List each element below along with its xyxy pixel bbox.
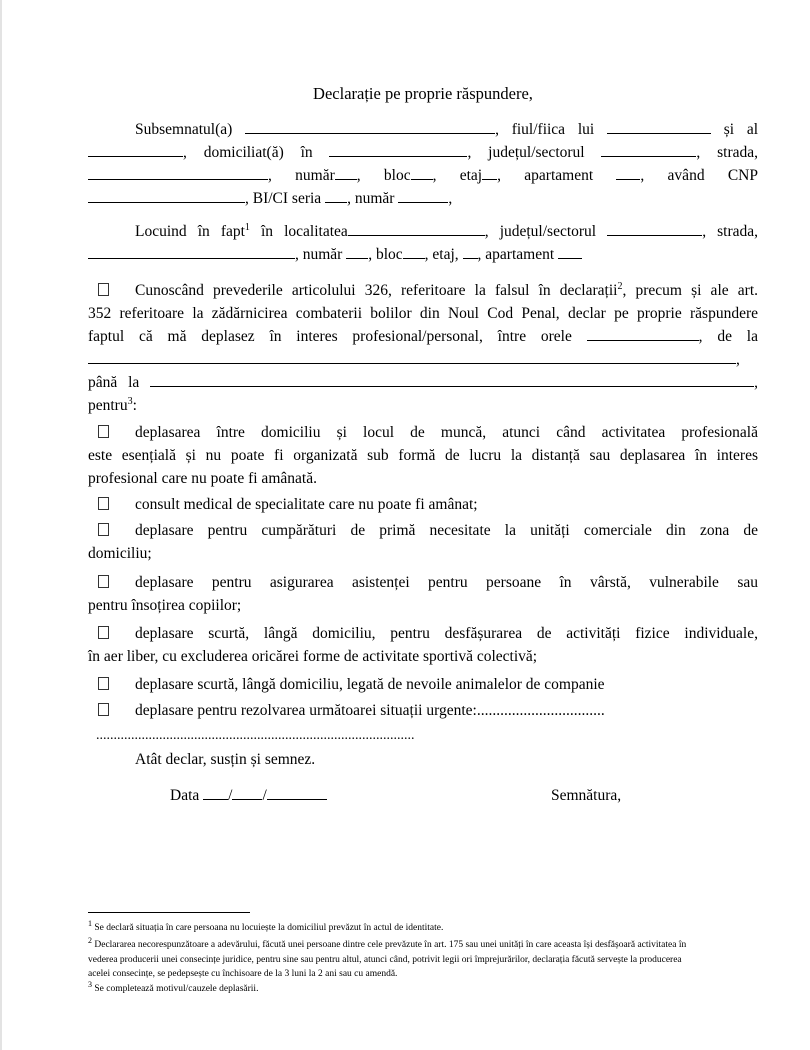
domicile-street-field[interactable] — [88, 166, 268, 180]
option-5-line-2: în aer liber, cu excluderea oricărei forme de activitate sportivă colectivă; — [88, 648, 538, 665]
cnp-field[interactable] — [88, 189, 245, 203]
residence-line-1: Locuind în fapt$^1$ în localitatea , județul/sectorul , strada, — [135, 221, 759, 240]
identity-line-1: Subsemnatul(a) , fiul/fiica lui și al — [135, 121, 759, 138]
residence-street-field[interactable] — [88, 245, 295, 259]
residence-block-field[interactable] — [403, 245, 425, 259]
date-day-field[interactable] — [203, 786, 228, 800]
date-year-field[interactable] — [267, 786, 327, 800]
declaration-line-2: 352 referitoare la zădărnicirea combaterii bolilor din Noul Cod Penal, declar pe proprie răspundere — [88, 305, 758, 322]
identity-line-4: , BI/CI seria , număr , — [88, 189, 758, 209]
hours-field[interactable] — [587, 327, 699, 341]
domicile-floor-field[interactable] — [482, 166, 497, 180]
option-2-line-1: consult medical de specialitate care nu poate fi amânat; — [88, 495, 768, 515]
declaration-line-6: pentru$^3$: — [88, 395, 137, 414]
option-1-checkbox[interactable] — [98, 425, 109, 438]
residence-apartment-field[interactable] — [558, 245, 582, 259]
page-title: Declarație pe proprie răspundere, — [313, 84, 533, 103]
option-6-line-1: deplasare scurtă, lângă domiciliu, legată de nevoile animalelor de companie — [88, 675, 768, 695]
footnote-1: $^1$ Se declară situația în care persoana nu locuiește la domiciliul prevăzut în actul de identitate. — [88, 918, 444, 933]
option-4-line-2: pentru însoțirea copiilor; — [88, 597, 242, 614]
urgent-situation-dotted-field[interactable]: ........................................................................................... — [96, 728, 415, 743]
name-field[interactable] — [245, 120, 495, 134]
residence-locality-field[interactable] — [348, 222, 485, 236]
option-4-checkbox[interactable] — [98, 575, 109, 588]
option-5-checkbox[interactable] — [98, 626, 109, 639]
signature-label: Semnătura, — [551, 787, 622, 804]
declaration-line-4: , — [88, 350, 758, 370]
option-3-line-2: domiciliu; — [88, 545, 152, 562]
date-month-field[interactable] — [232, 786, 262, 800]
date-line: Data / / — [170, 786, 470, 806]
option-1-line-3: profesional care nu poate fi amânată. — [88, 470, 317, 487]
footnote-3: $^3$ Se completează motivul/cauzele deplasării. — [88, 979, 259, 994]
option-5-line-1: deplasare scurtă, lângă domiciliu, pentru desfășurarea de activități fizice individuale, — [88, 624, 758, 644]
father-name-field[interactable] — [607, 120, 711, 134]
footnote-2-line-2: vederea producerii unei consecințe juridice, pentru sine sau pentru altul, atunci când, potrivit legii ori împrejurărilor, declarația făcută servește la producerea — [88, 955, 682, 965]
domicile-apartment-field[interactable] — [616, 166, 640, 180]
domicile-locality-field[interactable] — [329, 143, 467, 157]
footnote-2-line-1: $^2$ Declararea necorespunzătoare a adevărului, făcută unei persoane dintre cele prevăzute în art. 175 sau unei unități în care aceasta își desfășoară activitatea în — [88, 935, 687, 950]
residence-floor-field[interactable] — [463, 245, 478, 259]
identity-line-2: , domiciliat(ă) în , județul/sectorul , strada, — [88, 143, 758, 163]
residence-line-2: , număr , bloc , etaj, , apartament — [88, 245, 758, 265]
option-2-checkbox[interactable] — [98, 497, 109, 510]
domicile-block-field[interactable] — [411, 166, 433, 180]
option-3-checkbox[interactable] — [98, 523, 109, 536]
declaration-line-1: Cunoscând prevederile articolului 326, referitoare la falsul în declarații$^2$, precum și ale art. — [88, 281, 758, 301]
declaration-line-5: până la , — [88, 374, 758, 391]
id-series-field[interactable] — [325, 189, 347, 203]
option-7-checkbox[interactable] — [98, 703, 109, 716]
option-1-line-1: deplasarea între domiciliu și locul de muncă, atunci când activitatea profesională — [88, 423, 758, 443]
option-7-line-1: deplasare pentru rezolvarea următoarei situații urgente:................................. — [88, 701, 768, 721]
closing-statement: Atât declar, susțin și semnez. — [135, 751, 316, 768]
identity-line-3: , număr , bloc , etaj , apartament , având CNP — [88, 166, 758, 186]
option-1-line-2: este esențială și nu poate fi organizată sub formă de lucru la distanță sau deplasarea în interes — [88, 447, 758, 464]
residence-county-field[interactable] — [607, 222, 702, 236]
option-3-line-1: deplasare pentru cumpărături de primă necesitate la unități comerciale din zona de — [88, 521, 758, 541]
to-location-field[interactable] — [150, 373, 754, 387]
footnote-separator — [88, 912, 250, 913]
from-location-field[interactable] — [88, 350, 736, 364]
id-number-field[interactable] — [398, 189, 448, 203]
domicile-county-field[interactable] — [601, 143, 696, 157]
residence-number-field[interactable] — [346, 245, 368, 259]
declaration-checkbox[interactable] — [98, 283, 109, 296]
footnote-2-line-3: acelei consecințe, se pedepsește cu închisoare de la 3 luni la 2 ani sau cu amendă. — [88, 969, 398, 979]
declaration-line-3: faptul că mă deplasez în interes profesional/personal, între orele , de la — [88, 328, 758, 345]
mother-name-field[interactable] — [88, 143, 183, 157]
option-6-checkbox[interactable] — [98, 677, 109, 690]
domicile-number-field[interactable] — [335, 166, 357, 180]
option-4-line-1: deplasare pentru asigurarea asistenței pentru persoane în vârstă, vulnerabile sau — [88, 573, 758, 593]
